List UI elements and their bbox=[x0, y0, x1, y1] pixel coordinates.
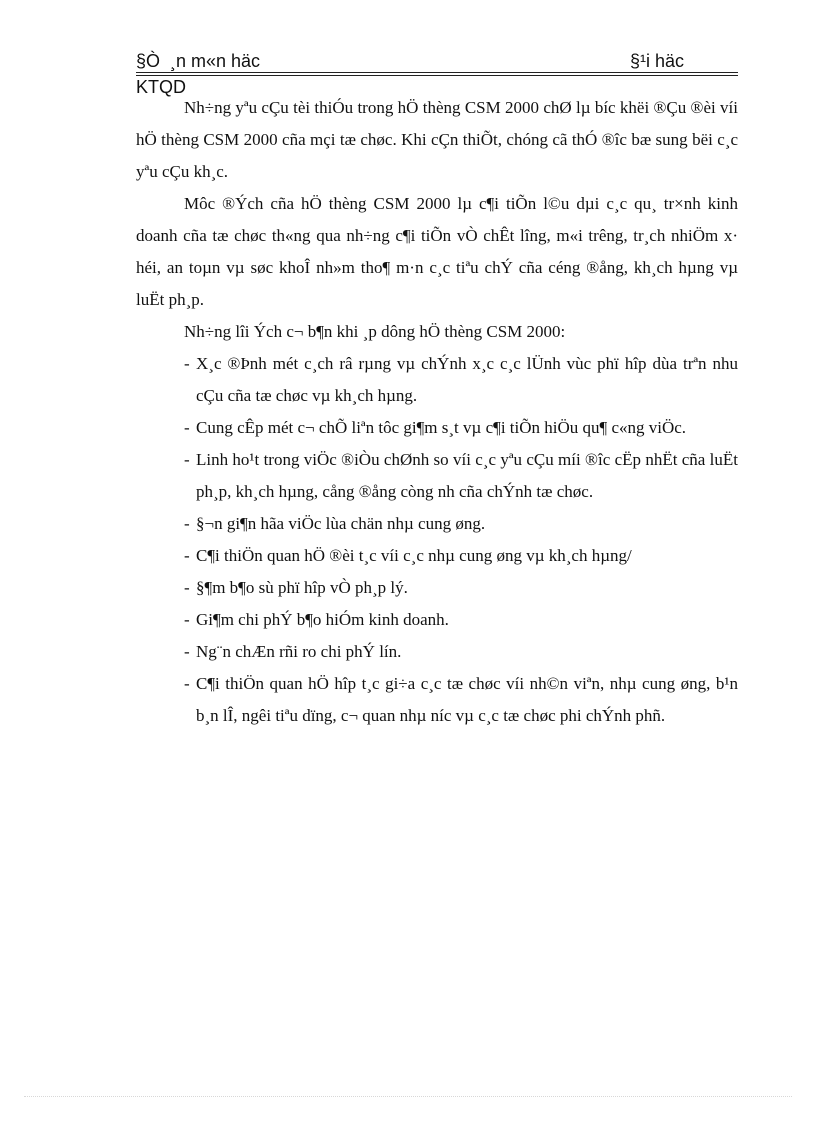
document-body bbox=[136, 92, 738, 732]
header-right-text: §¹i häc bbox=[630, 51, 685, 71]
list-item bbox=[136, 668, 738, 732]
bullet-dash: - bbox=[184, 354, 190, 373]
list-item bbox=[136, 604, 738, 636]
bullet-dash: - bbox=[184, 642, 190, 661]
bullet-dash: - bbox=[184, 674, 190, 693]
bullet-dash: - bbox=[184, 610, 190, 629]
list-item bbox=[136, 540, 738, 572]
list-item-text: C¶i thiÖn quan hÖ ®èi t¸c víi c¸c nhµ cung øng vµ kh¸ch hµng/ bbox=[196, 546, 632, 565]
list-item bbox=[136, 444, 738, 508]
paragraph-2: Môc ®Ých cña hÖ thèng CSM 2000 lµ c¶i tiÕn l©u dµi c¸c qu¸ tr×nh kinh doanh cña tæ chøc th«ng qua nh÷ng c¶i tiÕn vÒ chÊt lîng, m«i trêng, tr¸ch nhiÖm x· héi, an toµn vµ søc khoÎ nh»m tho¶ m·n c¸c tiªu chÝ cña céng ®ång, kh¸ch hµng vµ luËt ph¸p. bbox=[136, 194, 738, 309]
bullet-dash: - bbox=[184, 514, 190, 533]
list-item bbox=[136, 572, 738, 604]
paragraph-1: Nh÷ng yªu cÇu tèi thiÓu trong hÖ thèng CSM 2000 chØ lµ bíc khëi ®Çu ®èi víi hÖ thèng CSM 2000 cña mçi tæ chøc. Khi cÇn thiÕt, chóng cã thÓ ®îc bæ sung bëi c¸c yªu cÇu kh¸c. bbox=[136, 98, 738, 181]
list-item-text: C¶i thiÖn quan hÖ hîp t¸c gi÷a c¸c tæ chøc víi nh©n viªn, nhµ cung øng, b¹n b¸n lÎ, ngêi tiªu dïng, c¬ quan nhµ níc vµ c¸c tæ chøc phi chÝnh phñ. bbox=[196, 674, 738, 725]
benefits-list bbox=[136, 348, 738, 732]
list-item-text: Linh ho¹t trong viÖc ®iÒu chØnh so víi c¸c yªu cÇu míi ®îc cËp nhËt cña luËt ph¸p, kh¸ch hµng, cång ®ång còng nh cña chÝnh tæ chøc. bbox=[196, 450, 738, 501]
list-item-text: Cung cÊp mét c¬ chÕ liªn tôc gi¶m s¸t vµ c¶i tiÕn hiÖu qu¶ c«ng viÖc. bbox=[196, 418, 687, 437]
bullet-dash: - bbox=[184, 546, 190, 565]
bullet-dash: - bbox=[184, 450, 190, 469]
page-bottom-divider bbox=[24, 1096, 792, 1097]
bullet-dash: - bbox=[184, 578, 190, 597]
list-item bbox=[136, 348, 738, 412]
list-item bbox=[136, 508, 738, 540]
header-left-text: §Ò ¸n m«n häc bbox=[136, 51, 261, 71]
list-item-text: Gi¶m chi phÝ b¶o hiÓm kinh doanh. bbox=[196, 610, 449, 629]
header-sub-text: KTQD bbox=[136, 77, 187, 97]
list-item bbox=[136, 636, 738, 668]
list-item-text: X¸c ®Þnh mét c¸ch râ rµng vµ chÝnh x¸c c¸c lÜnh vùc phï hîp dùa trªn nhu cÇu cña tæ chøc vµ kh¸ch hµng. bbox=[196, 354, 738, 405]
page-header bbox=[136, 50, 738, 73]
bullet-dash: - bbox=[184, 418, 190, 437]
list-item-text: §¬n gi¶n hãa viÖc lùa chän nhµ cung øng. bbox=[196, 514, 486, 533]
list-item-text: Ng¨n chÆn rñi ro chi phÝ lín. bbox=[196, 642, 402, 661]
list-item-text: §¶m b¶o sù phï hîp vÒ ph¸p lý. bbox=[196, 578, 408, 597]
list-item bbox=[136, 412, 738, 444]
paragraph-3: Nh÷ng lîi Ých c¬ b¶n khi ¸p dông hÖ thèng CSM 2000: bbox=[184, 322, 566, 341]
